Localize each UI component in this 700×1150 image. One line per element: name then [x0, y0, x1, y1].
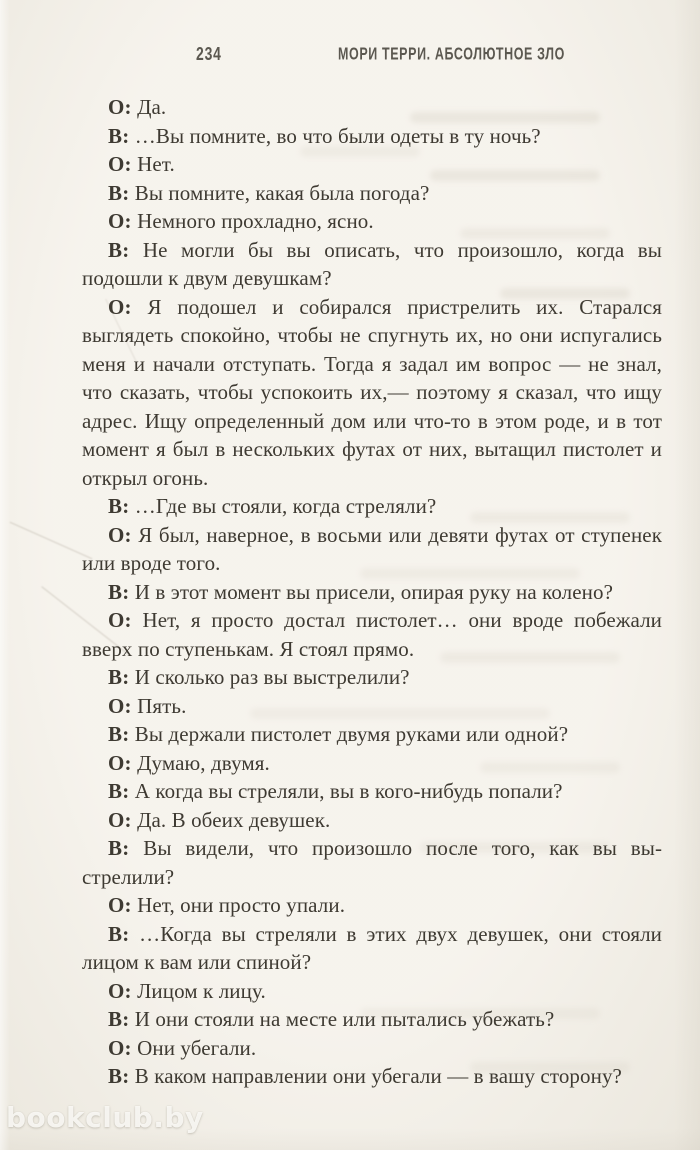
speaker-label: О: — [108, 522, 132, 547]
speaker-label: В: — [108, 779, 130, 803]
dialogue-turn: В: И сколько раз вы выстрелили? — [108, 665, 410, 689]
speaker-label: В: — [108, 722, 130, 746]
dialogue-turn: В: Вы помните, какая была погода? — [108, 180, 430, 205]
speaker-label: В: — [108, 237, 130, 262]
dialogue-turn: О: Нет, они просто упали. — [108, 893, 346, 917]
speaker-label: О: — [108, 294, 132, 319]
dialogue-turn: В: И в этот момент вы присели, опирая руку на колено? — [108, 579, 614, 604]
dialogue-turn: В: Вы держали пистолет двумя руками или одной? — [108, 722, 569, 746]
speaker-label: О: — [108, 1035, 132, 1060]
speaker-label: В: — [108, 1064, 130, 1088]
dialogue-turn: В: …Когда вы стреляли в этих двух девушек, они стояли лицом к вам или спиной? — [82, 921, 662, 974]
speaker-label: О: — [108, 893, 132, 917]
dialogue-turn: В: Вы видели, что произошло после того, как вы выстрелили? — [82, 836, 662, 889]
page-number: 234 — [196, 44, 222, 65]
dialogue-turn: В: Не могли бы вы описать, что произошло, когда вы подошли к двум девушкам? — [82, 237, 662, 290]
speaker-label: В: — [108, 1007, 130, 1031]
running-header — [0, 44, 700, 64]
speaker-label: В: — [108, 921, 130, 946]
dialogue-turn: В: И они стояли на месте или пытались убежать? — [108, 1007, 555, 1031]
dialogue-turn: О: Я подошел и собирался пристрелить их. Старался выглядеть спокойно, чтобы не спугнуть их, но они испугались меня и начали отступать. Тогда я задал им вопрос — не знал, что сказать, чтобы успокоить их,— поэтому я сказал, что ищу адрес. Ищу определенный дом или что-то в этом роде, и в тот момент я был в нескольких футах от них, вытащил пистолет и открыл огонь. — [82, 294, 662, 490]
speaker-label: О: — [108, 807, 132, 832]
dialogue-turn: О: Да. — [108, 95, 167, 119]
dialogue-turn: О: Я был, наверное, в восьми или девяти футах от ступенек или вроде того. — [82, 522, 662, 575]
speaker-label: В: — [108, 665, 130, 689]
dialogue-turn: О: Нет, я просто достал пистолет… они вроде побежали вверх по ступенькам. Я стоял прямо. — [82, 608, 662, 661]
dialogue-turn: О: Лицом к лицу. — [108, 978, 266, 1003]
dialogue-turn: О: Нет. — [108, 152, 175, 176]
dialogue-turn: О: Пять. — [108, 693, 187, 718]
dialogue-turn: О: Немного прохладно, ясно. — [108, 209, 374, 233]
dialogue-turn: В: В каком направлении они убегали — в вашу сторону? — [108, 1064, 622, 1088]
speaker-label: В: — [108, 123, 130, 148]
speaker-label: В: — [108, 579, 130, 604]
dialogue-turn: О: Да. В обеих девушек. — [108, 807, 331, 832]
speaker-label: В: — [108, 836, 130, 860]
dialogue-turn: В: А когда вы стреляли, вы в кого-нибудь попали? — [108, 779, 563, 803]
watermark: bookclub.by — [6, 1101, 204, 1134]
dialogue-turn: В: …Вы помните, во что были одеты в ту ночь? — [108, 123, 541, 148]
speaker-label: О: — [108, 95, 132, 119]
dialogue-turn: О: Думаю, двумя. — [108, 750, 270, 775]
speaker-label: О: — [108, 209, 132, 233]
speaker-label: В: — [108, 494, 130, 518]
dialogue-turn: В: …Где вы стояли, когда стреляли? — [108, 494, 437, 518]
speaker-label: О: — [108, 750, 132, 775]
speaker-label: О: — [108, 608, 132, 632]
speaker-label: О: — [108, 152, 132, 176]
running-title: МОРИ ТЕРРИ. АБСОЛЮТНОЕ ЗЛО — [338, 45, 565, 64]
speaker-label: В: — [108, 180, 130, 205]
paper-crease — [10, 522, 93, 560]
speaker-label: О: — [108, 978, 132, 1003]
speaker-label: О: — [108, 693, 132, 718]
dialogue-text-block — [82, 93, 662, 1091]
dialogue-turn: О: Они убегали. — [108, 1035, 257, 1060]
